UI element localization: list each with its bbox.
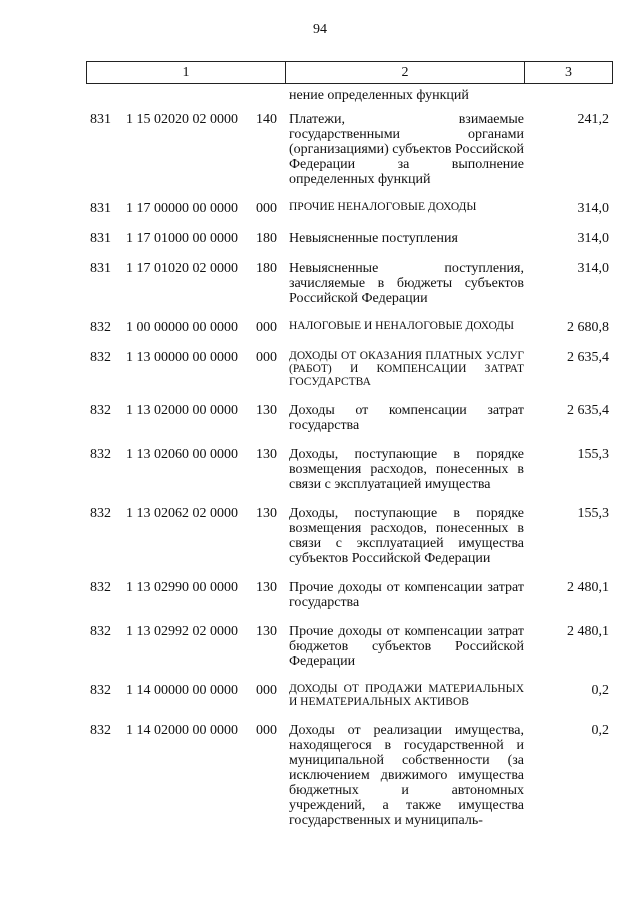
income-name: Прочие доходы от компенсации затрат бюджетов субъектов Российской Федерации	[289, 624, 524, 669]
income-amount: 241,2	[577, 112, 609, 127]
income-name: Прочие доходы от компенсации затрат государства	[289, 580, 524, 610]
table-row	[86, 506, 613, 566]
income-amount: 155,3	[577, 447, 609, 462]
admin-code: 832	[90, 350, 111, 365]
header-col-2: 2	[286, 62, 525, 84]
budget-code: 1 17 01000 00 0000	[126, 231, 238, 246]
income-kind: 130	[256, 506, 277, 521]
income-name: ПРОЧИЕ НЕНАЛОГОВЫЕ ДОХОДЫ	[289, 201, 477, 213]
budget-code: 1 15 02020 02 0000	[126, 112, 238, 127]
income-amount: 0,2	[591, 723, 609, 738]
budget-code: 1 00 00000 00 0000	[126, 320, 238, 335]
table-row	[86, 112, 613, 187]
table-row	[86, 261, 613, 306]
admin-code: 831	[90, 261, 111, 276]
income-name: Платежи, взимаемые государственными органами (организациями) субъектов Российской Федерации за выполнение определенных функций	[289, 112, 525, 187]
income-kind: 180	[256, 261, 277, 276]
table-body	[86, 88, 613, 842]
income-amount: 0,2	[591, 683, 609, 698]
page-number: 94	[313, 22, 327, 37]
income-kind: 000	[256, 320, 277, 335]
income-amount: 314,0	[577, 201, 609, 216]
table-row	[86, 447, 613, 492]
admin-code: 832	[90, 624, 111, 639]
income-kind: 140	[256, 112, 277, 127]
income-kind: 000	[256, 350, 277, 365]
continuation-row	[86, 88, 613, 104]
income-name: ДОХОДЫ ОТ ОКАЗАНИЯ ПЛАТНЫХ УСЛУГ (РАБОТ) И КОМПЕНСАЦИИ ЗАТРАТ ГОСУДАРСТВА	[289, 350, 524, 388]
income-amount: 2 635,4	[567, 403, 609, 418]
admin-code: 832	[90, 580, 111, 595]
table-header	[86, 61, 613, 84]
income-name: ДОХОДЫ ОТ ПРОДАЖИ МАТЕРИАЛЬНЫХ И НЕМАТЕРИАЛЬНЫХ АКТИВОВ	[289, 683, 524, 708]
income-kind: 000	[256, 201, 277, 216]
admin-code: 832	[90, 447, 111, 462]
income-amount: 2 635,4	[567, 350, 609, 365]
income-kind: 130	[256, 580, 277, 595]
income-kind: 130	[256, 624, 277, 639]
table-row	[86, 580, 613, 610]
budget-code: 1 13 02062 02 0000	[126, 506, 238, 521]
admin-code: 832	[90, 320, 111, 335]
income-amount: 2 480,1	[567, 624, 609, 639]
budget-code: 1 17 01020 02 0000	[126, 261, 238, 276]
income-amount: 2 480,1	[567, 580, 609, 595]
admin-code: 831	[90, 231, 111, 246]
income-kind: 000	[256, 723, 277, 738]
admin-code: 832	[90, 683, 111, 698]
admin-code: 831	[90, 112, 111, 127]
income-kind: 000	[256, 683, 277, 698]
income-name: Доходы от компенсации затрат государства	[289, 403, 524, 433]
table-row	[86, 624, 613, 669]
table-row	[86, 350, 613, 389]
budget-code: 1 13 02992 02 0000	[126, 624, 238, 639]
table-row	[86, 320, 613, 336]
income-name: Невыясненные поступления	[289, 231, 458, 246]
budget-code: 1 13 00000 00 0000	[126, 350, 238, 365]
admin-code: 832	[90, 403, 111, 418]
budget-code: 1 13 02060 00 0000	[126, 447, 238, 462]
table-row	[86, 723, 613, 828]
continuation-text: нение определенных функций	[289, 88, 469, 103]
budget-code: 1 13 02990 00 0000	[126, 580, 238, 595]
income-name: Доходы, поступающие в порядке возмещения расходов, понесенных в связи с эксплуатацией имущества субъектов Российской Федерации	[289, 506, 524, 566]
table-row	[86, 231, 613, 247]
income-kind: 180	[256, 231, 277, 246]
income-name: НАЛОГОВЫЕ И НЕНАЛОГОВЫЕ ДОХОДЫ	[289, 320, 515, 332]
income-name: Невыясненные поступления, зачисляемые в бюджеты субъектов Российской Федерации	[289, 261, 524, 306]
income-amount: 2 680,8	[567, 320, 609, 335]
admin-code: 832	[90, 723, 111, 738]
income-amount: 155,3	[577, 506, 609, 521]
admin-code: 831	[90, 201, 111, 216]
income-amount: 314,0	[577, 261, 609, 276]
budget-code: 1 13 02000 00 0000	[126, 403, 238, 418]
table-row	[86, 683, 613, 709]
table-row	[86, 403, 613, 433]
budget-code: 1 14 00000 00 0000	[126, 683, 238, 698]
budget-code: 1 14 02000 00 0000	[126, 723, 238, 738]
table-row	[86, 201, 613, 217]
income-name: Доходы от реализации имущества, находящегося в государственной и муниципальной собственности (за исключением движимого имущества бюджетных и автономных учреждений, а также имущества государственных и муниципаль-	[289, 723, 524, 828]
admin-code: 832	[90, 506, 111, 521]
budget-code: 1 17 00000 00 0000	[126, 201, 238, 216]
income-kind: 130	[256, 403, 277, 418]
income-amount: 314,0	[577, 231, 609, 246]
income-kind: 130	[256, 447, 277, 462]
income-name: Доходы, поступающие в порядке возмещения расходов, понесенных в связи с эксплуатацией имущества	[289, 447, 524, 492]
header-col-1: 1	[87, 62, 286, 84]
header-col-3: 3	[525, 62, 613, 84]
